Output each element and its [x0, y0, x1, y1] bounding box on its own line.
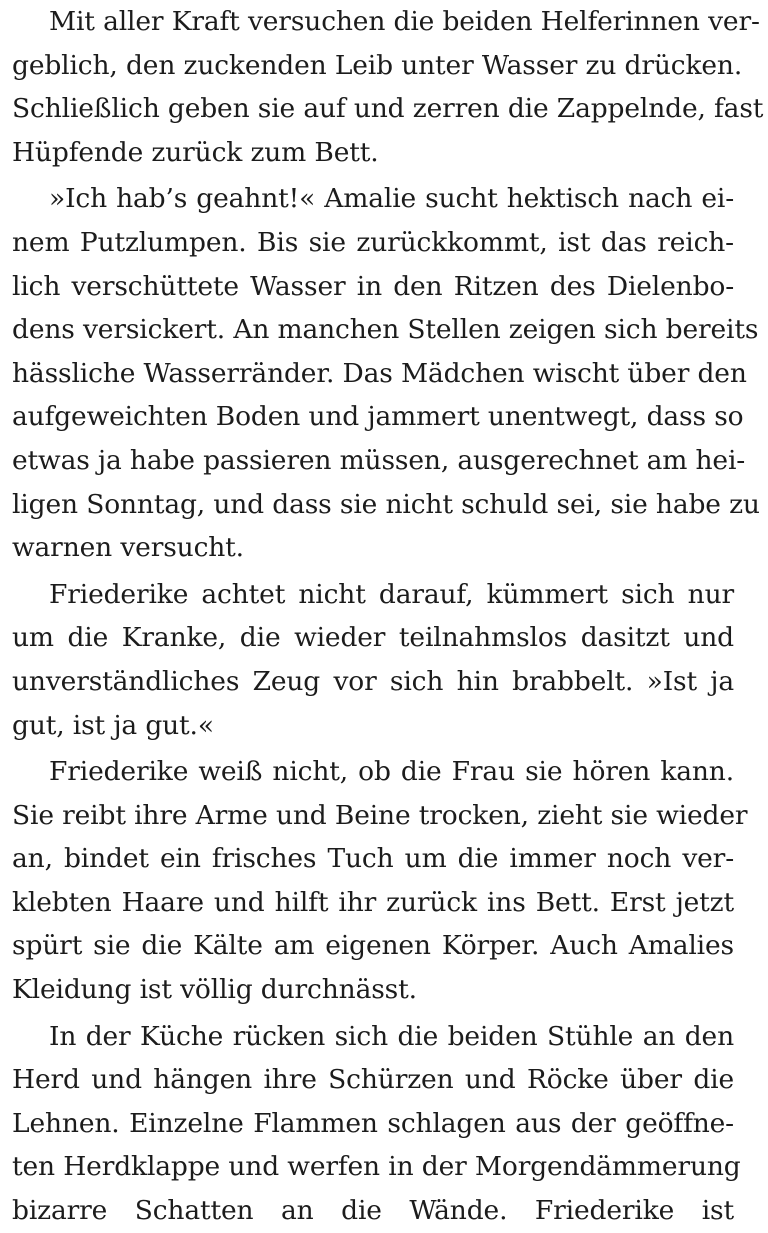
paragraph [12, 573, 734, 747]
book-page [12, 0, 764, 1233]
text-line: Mit aller Kraft versuchen die beiden Helferinnen ver- [49, 6, 760, 37]
text-line: aufgeweichten Boden und jammert unentwegt, dass so [12, 401, 744, 433]
text-line: spürt sie die Kälte am eigenen Körper. Auch Amalies [12, 930, 734, 962]
text-line: In der Küche rücken sich die beiden Stühle an den [49, 1020, 734, 1052]
text-line: etwas ja habe passieren müssen, ausgerechnet am hei- [12, 444, 746, 476]
text-line: geblich, den zuckenden Leib unter Wasser zu drücken. [12, 49, 743, 81]
text-line: nem Putzlumpen. Bis sie zurückkommt, ist das reich- [12, 226, 734, 258]
text-line: Hüpfende zurück zum Bett. [12, 136, 379, 168]
text-line: dens versickert. An manchen Stellen zeigen sich bereits [12, 314, 759, 346]
text-line: Sie reibt ihre Arme und Beine trocken, zieht sie wieder [12, 799, 748, 831]
paragraph [12, 750, 748, 1012]
text-line: an, bindet ein frisches Tuch um die immer noch ver- [12, 843, 734, 875]
text-line: klebten Haare und hilft ihr zurück ins Bett. Erst jetzt [12, 886, 734, 918]
text-line: warnen versucht. [12, 532, 244, 564]
text-line: Kleidung ist völlig durchnässt. [12, 974, 417, 1006]
text-line: unverständliches Zeug vor sich hin brabbelt. »Ist ja [12, 665, 734, 697]
text-line: Lehnen. Einzelne Flammen schlagen aus der geöffne- [12, 1107, 734, 1139]
text-line: Friederike weiß nicht, ob die Frau sie hören kann. [49, 756, 734, 788]
text-line: gut, ist ja gut.« [12, 709, 214, 741]
text-line: »Ich hab’s geahnt!« Amalie sucht hektisch nach ei- [49, 183, 734, 215]
text-line: hässliche Wasserränder. Das Mädchen wischt über den [12, 357, 747, 389]
paragraph [12, 177, 760, 569]
text-line: Herd und hängen ihre Schürzen und Röcke über die [12, 1064, 734, 1096]
text-line: lich verschüttete Wasser in den Ritzen des Dielenbo- [12, 270, 734, 302]
text-line: um die Kranke, die wieder teilnahmslos dasitzt und [12, 622, 734, 654]
paragraph [12, 1015, 741, 1233]
text-line: Schließlich geben sie auf und zerren die Zappelnde, fast [12, 93, 764, 125]
text-line: ten Herdklappe und werfen in der Morgendämmerung [12, 1151, 741, 1183]
text-line: Friederike achtet nicht darauf, kümmert sich nur [49, 578, 734, 610]
text-line: bizarre Schatten an die Wände. Friederike ist [12, 1195, 734, 1227]
paragraph [12, 0, 764, 174]
text-line: ligen Sonntag, und dass sie nicht schuld sei, sie habe zu [12, 488, 760, 520]
